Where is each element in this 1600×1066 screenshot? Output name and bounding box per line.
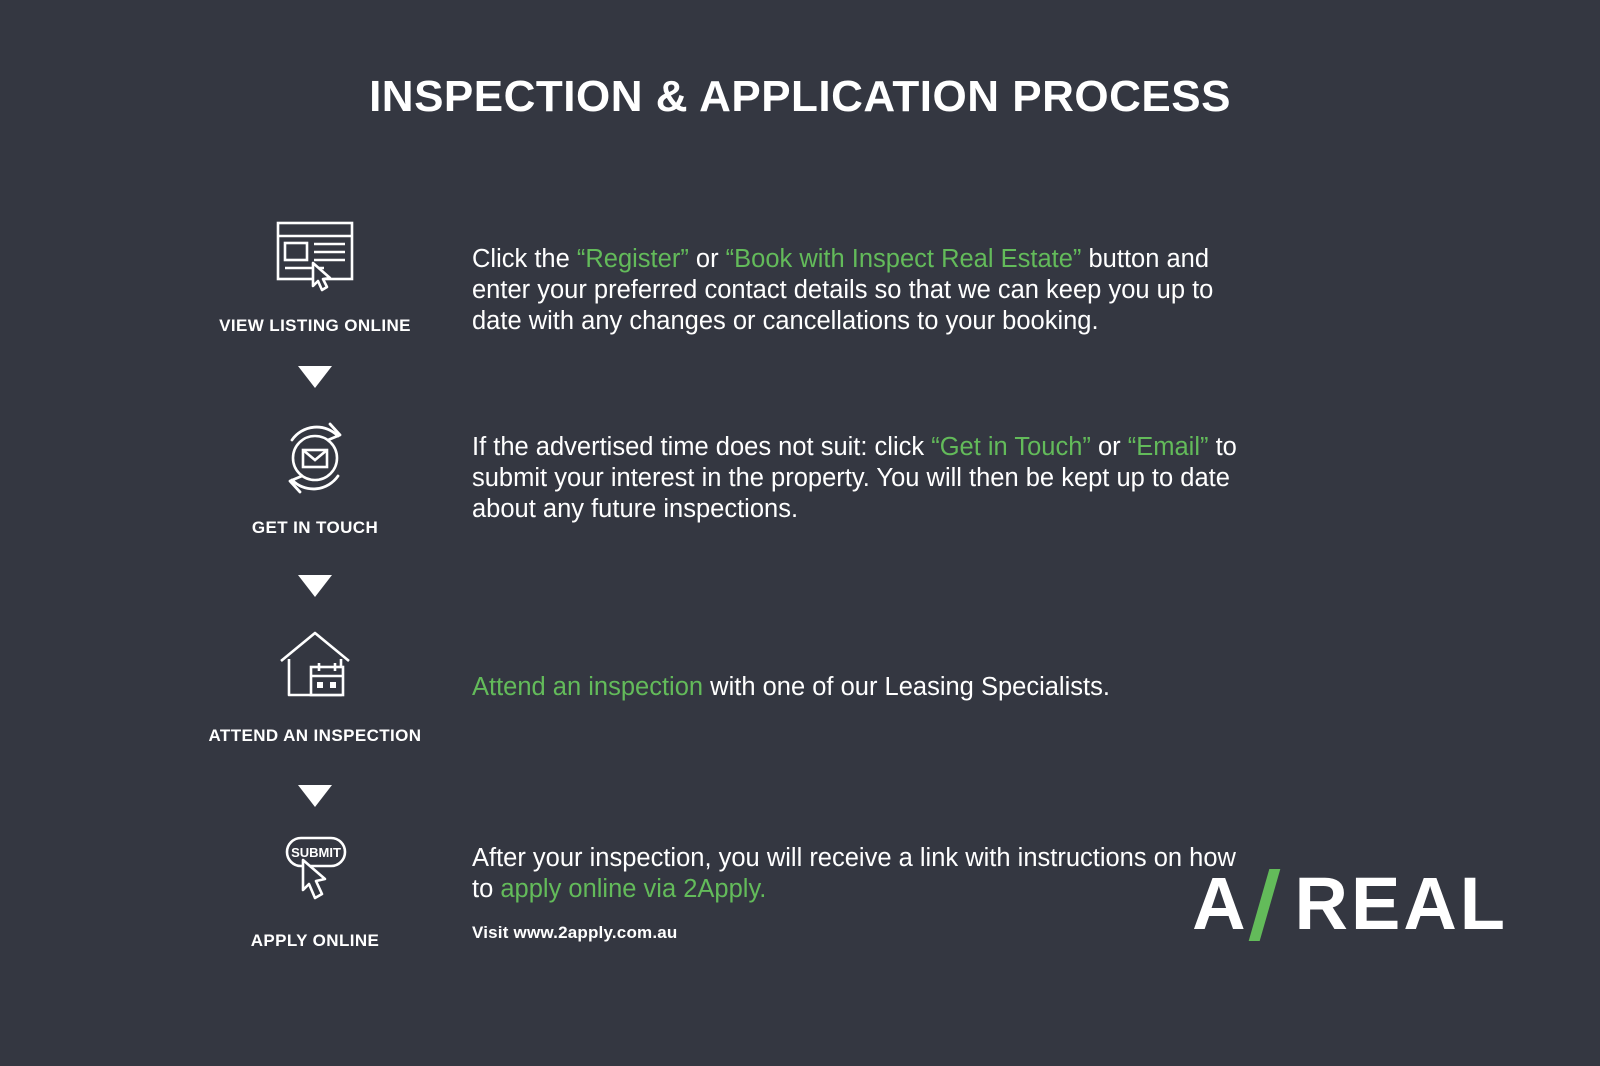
step-4-left	[150, 825, 480, 951]
flow-arrow-1	[150, 366, 480, 393]
step-1-part-3: “Book with Inspect Real Estate”	[725, 245, 1082, 273]
step-1-part-2: or	[688, 245, 726, 273]
step-3-part-1: with one of our Leasing Specialists.	[703, 673, 1110, 701]
step-4-part-0: After your inspection, you will receive a link with instructions on how to	[472, 844, 1236, 904]
submit-button-cursor-icon	[150, 825, 480, 917]
step-2-part-1: “Get in Touch”	[931, 433, 1091, 461]
step-3-part-0: Attend an inspection	[472, 673, 704, 701]
step-4-label: APPLY ONLINE	[250, 931, 380, 950]
svg-text:SUBMIT: SUBMIT	[291, 845, 341, 860]
step-2-left	[150, 412, 480, 538]
step-1-label: VIEW LISTING ONLINE	[219, 316, 411, 335]
flow-arrow-3	[150, 785, 480, 812]
step-4-part-1: apply online via 2Apply.	[500, 875, 767, 904]
step-2-text	[472, 432, 1262, 525]
listing-window-cursor-icon	[150, 210, 480, 302]
step-1-part-0: Click the	[472, 245, 577, 273]
step-2-part-0: If the advertised time does not suit: click	[472, 433, 932, 461]
step-1-left	[150, 210, 480, 336]
step-3-text	[472, 672, 1262, 703]
step-3-label: ATTEND AN INSPECTION	[208, 726, 422, 745]
step-1-text	[472, 244, 1262, 337]
brand-slash-icon	[1255, 867, 1283, 941]
envelope-refresh-icon	[150, 412, 480, 504]
page-title: INSPECTION & APPLICATION PROCESS	[369, 72, 1231, 121]
step-2-label: GET IN TOUCH	[251, 518, 379, 537]
step-1-part-1: “Register”	[576, 245, 689, 273]
brand-left-text: A	[1192, 862, 1249, 945]
step-2-part-3: “Email”	[1127, 433, 1209, 461]
step-2-part-4: to submit your interest in the property. You will then be kept up to date about any future inspections.	[472, 433, 1237, 524]
step-3-left	[150, 620, 480, 746]
step-4-text	[472, 843, 1262, 905]
flow-arrow-2	[150, 575, 480, 602]
visit-note: Visit www.2apply.com.au	[472, 923, 678, 942]
brand-right-text: REAL	[1294, 862, 1508, 945]
brand-logo	[1192, 861, 1508, 946]
step-1-part-4: button and enter your preferred contact details so that we can keep you up to date with any changes or cancellations to your booking.	[472, 245, 1214, 336]
house-calendar-icon	[150, 620, 480, 712]
step-2-part-2: or	[1090, 433, 1128, 461]
